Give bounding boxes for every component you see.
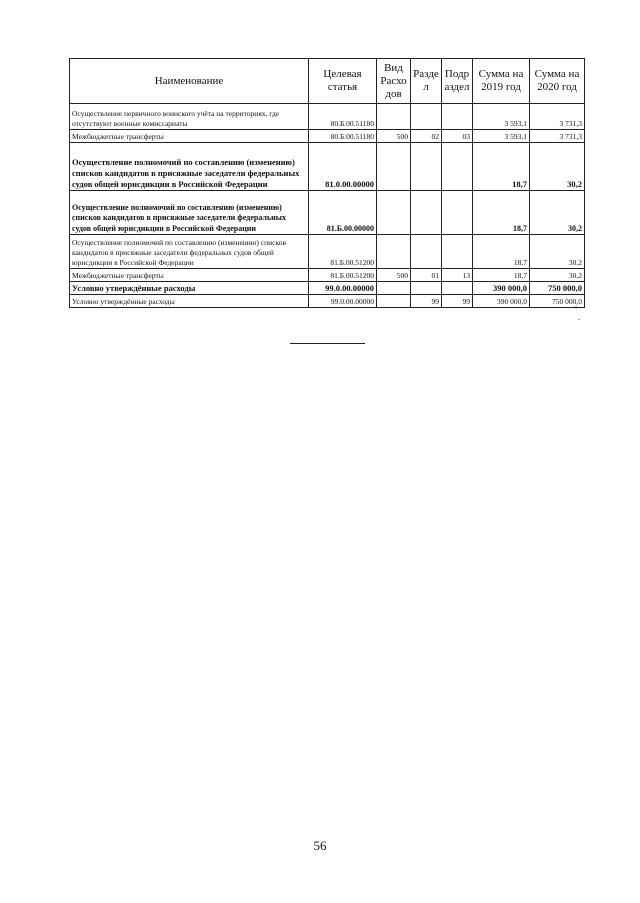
row-name: Межбюджетные трансферты bbox=[70, 130, 309, 143]
row-target: 99.0.00.00000 bbox=[309, 295, 377, 308]
table-row bbox=[70, 235, 585, 269]
header-podrazdel: Подр аздел bbox=[442, 59, 473, 104]
row-target: 99.0.00.00000 bbox=[309, 282, 377, 295]
closing-quote: " bbox=[574, 305, 578, 315]
separator-line bbox=[290, 343, 365, 344]
row-name: Осуществление полномочий по составлению (изменению) списков кандидатов в присяжные заседатели федеральных судов общей юрисдикции в Российской Федерации bbox=[70, 235, 309, 269]
row-sum-2020: 30,2 bbox=[530, 143, 585, 191]
row-vid: 500 bbox=[377, 130, 411, 143]
row-vid bbox=[377, 282, 411, 295]
row-sum-2019: 390 000,0 bbox=[473, 282, 530, 295]
row-name: Межбюджетные трансферты bbox=[70, 269, 309, 282]
row-target: 81.Б.00.51200 bbox=[309, 269, 377, 282]
row-razdel: 99 bbox=[411, 295, 442, 308]
table-row bbox=[70, 295, 585, 308]
row-podrazdel bbox=[442, 104, 473, 130]
table-row bbox=[70, 130, 585, 143]
row-name: Условно утверждённые расходы bbox=[70, 295, 309, 308]
row-sum-2020: 750 000,0 bbox=[530, 282, 585, 295]
row-sum-2020: 3 731,3 bbox=[530, 104, 585, 130]
scan-dot: . bbox=[578, 312, 581, 322]
row-podrazdel: 99 bbox=[442, 295, 473, 308]
row-vid bbox=[377, 143, 411, 191]
row-sum-2019: 3 593,1 bbox=[473, 104, 530, 130]
row-sum-2020: 30,2 bbox=[530, 191, 585, 235]
row-vid bbox=[377, 104, 411, 130]
header-target: Целевая статья bbox=[309, 59, 377, 104]
row-sum-2019: 18,7 bbox=[473, 235, 530, 269]
row-podrazdel: 13 bbox=[442, 269, 473, 282]
row-sum-2019: 390 000,0 bbox=[473, 295, 530, 308]
row-razdel bbox=[411, 104, 442, 130]
row-name: Осуществление полномочий по составлению (изменению) списков кандидатов в присяжные заседатели федеральных судов общей юрисдикции в Российской Федерации bbox=[70, 143, 309, 191]
row-target: 81.Б.00.00000 bbox=[309, 191, 377, 235]
table-row bbox=[70, 282, 585, 295]
row-target: 81.Б.00.51200 bbox=[309, 235, 377, 269]
table-row bbox=[70, 191, 585, 235]
row-razdel: 02 bbox=[411, 130, 442, 143]
header-sum-2019: Сумма на 2019 год bbox=[473, 59, 530, 104]
row-sum-2019: 18,7 bbox=[473, 143, 530, 191]
row-target: 80.Б.00.51180 bbox=[309, 130, 377, 143]
table-row bbox=[70, 104, 585, 130]
header-vid: Вид Расхо дов bbox=[377, 59, 411, 104]
row-razdel: 01 bbox=[411, 269, 442, 282]
header-razdel: Разде л bbox=[411, 59, 442, 104]
row-podrazdel: 03 bbox=[442, 130, 473, 143]
row-razdel bbox=[411, 235, 442, 269]
row-sum-2019: 3 593,1 bbox=[473, 130, 530, 143]
row-name: Осуществление первичного воинского учёта на территориях, где отсутствуют военные комиссариаты bbox=[70, 104, 309, 130]
row-razdel bbox=[411, 282, 442, 295]
page-number: 56 bbox=[313, 838, 327, 853]
row-razdel bbox=[411, 143, 442, 191]
budget-table bbox=[69, 58, 585, 308]
row-vid bbox=[377, 191, 411, 235]
row-sum-2020: 750 000,0 bbox=[530, 295, 585, 308]
row-vid: 500 bbox=[377, 269, 411, 282]
table-row bbox=[70, 269, 585, 282]
row-podrazdel bbox=[442, 235, 473, 269]
row-sum-2020: 30,2 bbox=[530, 235, 585, 269]
row-sum-2019: 18,7 bbox=[473, 191, 530, 235]
table-row bbox=[70, 143, 585, 191]
row-sum-2020: 30,2 bbox=[530, 269, 585, 282]
row-sum-2020: 3 731,3 bbox=[530, 130, 585, 143]
row-target: 80.Б.00.51180 bbox=[309, 104, 377, 130]
table-header-row bbox=[70, 59, 585, 104]
row-podrazdel bbox=[442, 282, 473, 295]
row-podrazdel bbox=[442, 143, 473, 191]
row-podrazdel bbox=[442, 191, 473, 235]
row-sum-2019: 18,7 bbox=[473, 269, 530, 282]
row-name: Осуществление полномочий по составлению (изменению) списков кандидатов в присяжные заседатели федеральных судов общей юрисдикции в Российской Федерации bbox=[70, 191, 309, 235]
row-target: 81.0.00.00000 bbox=[309, 143, 377, 191]
header-name: Наименование bbox=[70, 59, 309, 104]
row-razdel bbox=[411, 191, 442, 235]
row-vid bbox=[377, 295, 411, 308]
row-vid bbox=[377, 235, 411, 269]
row-name: Условно утверждённые расходы bbox=[70, 282, 309, 295]
header-sum-2020: Сумма на 2020 год bbox=[530, 59, 585, 104]
